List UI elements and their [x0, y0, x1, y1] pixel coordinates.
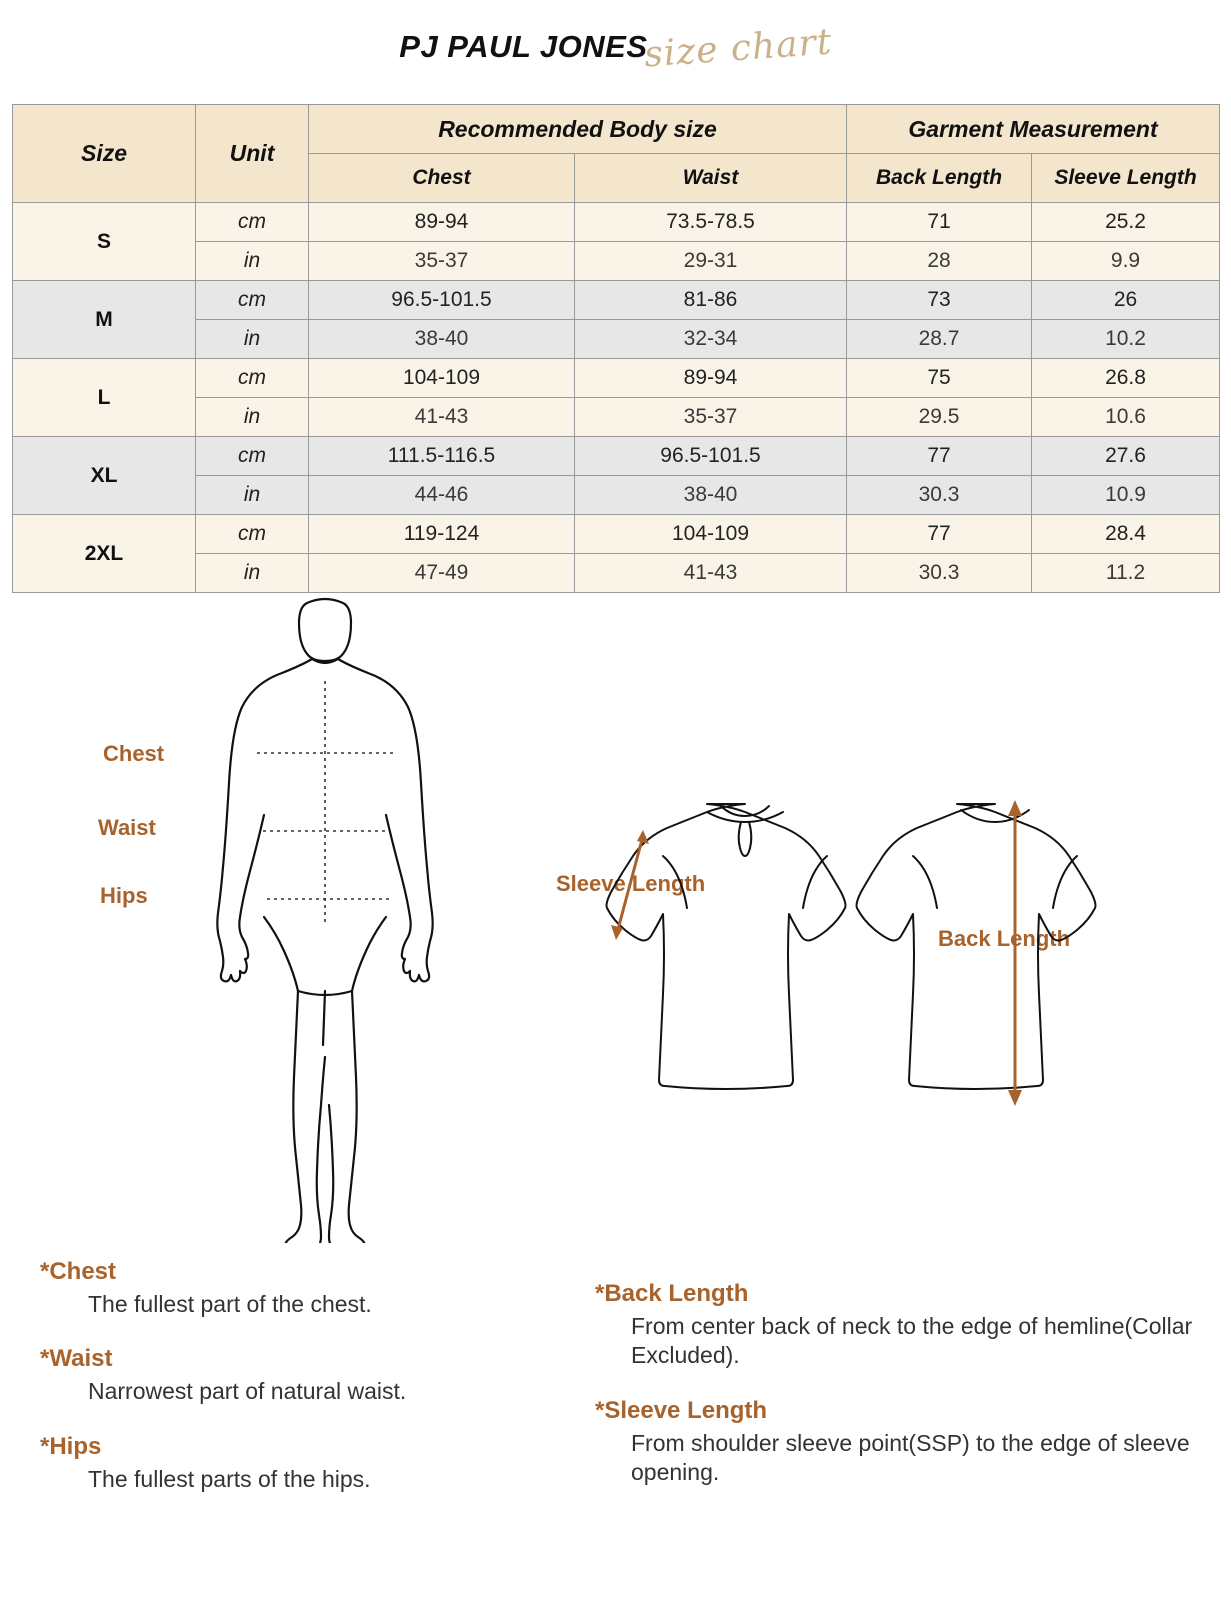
cell-back-cm: 77 — [847, 437, 1032, 476]
row-unit-cm: cm — [196, 203, 309, 242]
group-header-body-size: Recommended Body size — [309, 105, 847, 154]
cell-sleeve-cm: 28.4 — [1032, 515, 1220, 554]
chest-label: Chest — [103, 741, 165, 766]
cell-sleeve-in: 10.2 — [1032, 320, 1220, 359]
table-row — [13, 515, 1220, 554]
cell-chest-in: 35-37 — [309, 242, 575, 281]
note-chest — [40, 1258, 560, 1319]
cell-waist-in: 35-37 — [575, 398, 847, 437]
cell-sleeve-cm: 25.2 — [1032, 203, 1220, 242]
note-hips — [40, 1433, 560, 1494]
row-unit-cm: cm — [196, 515, 309, 554]
hips-label: Hips — [100, 883, 148, 908]
table-row — [13, 281, 1220, 320]
cell-chest-cm: 96.5-101.5 — [309, 281, 575, 320]
row-unit-in: in — [196, 398, 309, 437]
cell-sleeve-in: 10.9 — [1032, 476, 1220, 515]
col-header-sleeve-length: Sleeve Length — [1032, 154, 1220, 203]
cell-sleeve-cm: 26 — [1032, 281, 1220, 320]
cell-waist-in: 38-40 — [575, 476, 847, 515]
row-size-label: XL — [13, 437, 196, 515]
cell-waist-in: 41-43 — [575, 554, 847, 593]
cell-chest-in: 44-46 — [309, 476, 575, 515]
note-sleeve-length — [595, 1397, 1195, 1488]
cell-waist-cm: 89-94 — [575, 359, 847, 398]
cell-sleeve-in: 11.2 — [1032, 554, 1220, 593]
page-title — [0, 0, 1231, 96]
cell-sleeve-in: 9.9 — [1032, 242, 1220, 281]
cell-back-in: 28 — [847, 242, 1032, 281]
brand-name: PJ PAUL JONES — [399, 28, 648, 64]
row-unit-in: in — [196, 554, 309, 593]
note-sleeve-length-body: From shoulder sleeve point(SSP) to the edge of sleeve opening. — [631, 1429, 1190, 1486]
shirt-diagrams-icon — [545, 788, 1205, 1148]
note-sleeve-length-title: *Sleeve Length — [595, 1396, 768, 1424]
col-header-waist: Waist — [575, 154, 847, 203]
table-row — [13, 359, 1220, 398]
cell-waist-cm: 96.5-101.5 — [575, 437, 847, 476]
note-back-length-body: From center back of neck to the edge of hemline(Collar Excluded). — [631, 1313, 1193, 1369]
cell-back-in: 29.5 — [847, 398, 1032, 437]
row-size-label: M — [13, 281, 196, 359]
note-waist — [40, 1345, 560, 1406]
cell-chest-in: 47-49 — [309, 554, 575, 593]
row-size-label: L — [13, 359, 196, 437]
size-chart-table — [12, 104, 1220, 593]
table-row — [13, 437, 1220, 476]
row-unit-in: in — [196, 476, 309, 515]
note-waist-body: Narrowest part of natural waist. — [88, 1378, 407, 1405]
cell-sleeve-cm: 27.6 — [1032, 437, 1220, 476]
waist-label: Waist — [98, 815, 156, 840]
col-header-back-length: Back Length — [847, 154, 1032, 203]
note-chest-title: *Chest — [40, 1258, 117, 1285]
cell-back-cm: 71 — [847, 203, 1032, 242]
row-size-label: S — [13, 203, 196, 281]
cell-chest-cm: 119-124 — [309, 515, 575, 554]
row-unit-in: in — [196, 242, 309, 281]
note-chest-body: The fullest part of the chest. — [88, 1291, 372, 1317]
table-row — [13, 203, 1220, 242]
note-back-length — [595, 1280, 1195, 1371]
cell-back-in: 30.3 — [847, 476, 1032, 515]
measurement-diagrams — [0, 593, 1231, 1253]
body-silhouette-icon — [195, 593, 455, 1243]
cell-sleeve-cm: 26.8 — [1032, 359, 1220, 398]
cell-chest-cm: 104-109 — [309, 359, 575, 398]
cell-waist-in: 32-34 — [575, 320, 847, 359]
notes-left-column — [40, 1258, 560, 1520]
cell-back-cm: 77 — [847, 515, 1032, 554]
cell-sleeve-in: 10.6 — [1032, 398, 1220, 437]
cell-chest-in: 41-43 — [309, 398, 575, 437]
row-unit-in: in — [196, 320, 309, 359]
cell-back-cm: 75 — [847, 359, 1032, 398]
cell-waist-cm: 81-86 — [575, 281, 847, 320]
group-header-garment: Garment Measurement — [847, 105, 1220, 154]
col-header-unit: Unit — [196, 105, 309, 203]
note-hips-body: The fullest parts of the hips. — [88, 1465, 371, 1492]
row-unit-cm: cm — [196, 281, 309, 320]
row-size-label: 2XL — [13, 515, 196, 593]
note-waist-title: *Waist — [40, 1345, 113, 1373]
cell-back-in: 28.7 — [847, 320, 1032, 359]
measurement-notes — [0, 1258, 1231, 1598]
title-script: size chart — [642, 21, 834, 76]
cell-waist-cm: 104-109 — [575, 515, 847, 554]
note-back-length-title: *Back Length — [595, 1280, 749, 1307]
col-header-size: Size — [13, 105, 196, 203]
cell-chest-cm: 111.5-116.5 — [309, 437, 575, 476]
cell-waist-cm: 73.5-78.5 — [575, 203, 847, 242]
cell-waist-in: 29-31 — [575, 242, 847, 281]
cell-back-cm: 73 — [847, 281, 1032, 320]
cell-back-in: 30.3 — [847, 554, 1032, 593]
cell-chest-in: 38-40 — [309, 320, 575, 359]
row-unit-cm: cm — [196, 359, 309, 398]
note-hips-title: *Hips — [40, 1432, 102, 1460]
cell-chest-cm: 89-94 — [309, 203, 575, 242]
col-header-chest: Chest — [309, 154, 575, 203]
row-unit-cm: cm — [196, 437, 309, 476]
back-length-label: Back Length — [938, 926, 1071, 951]
notes-right-column — [595, 1280, 1195, 1514]
sleeve-length-label: Sleeve Length — [556, 871, 706, 896]
